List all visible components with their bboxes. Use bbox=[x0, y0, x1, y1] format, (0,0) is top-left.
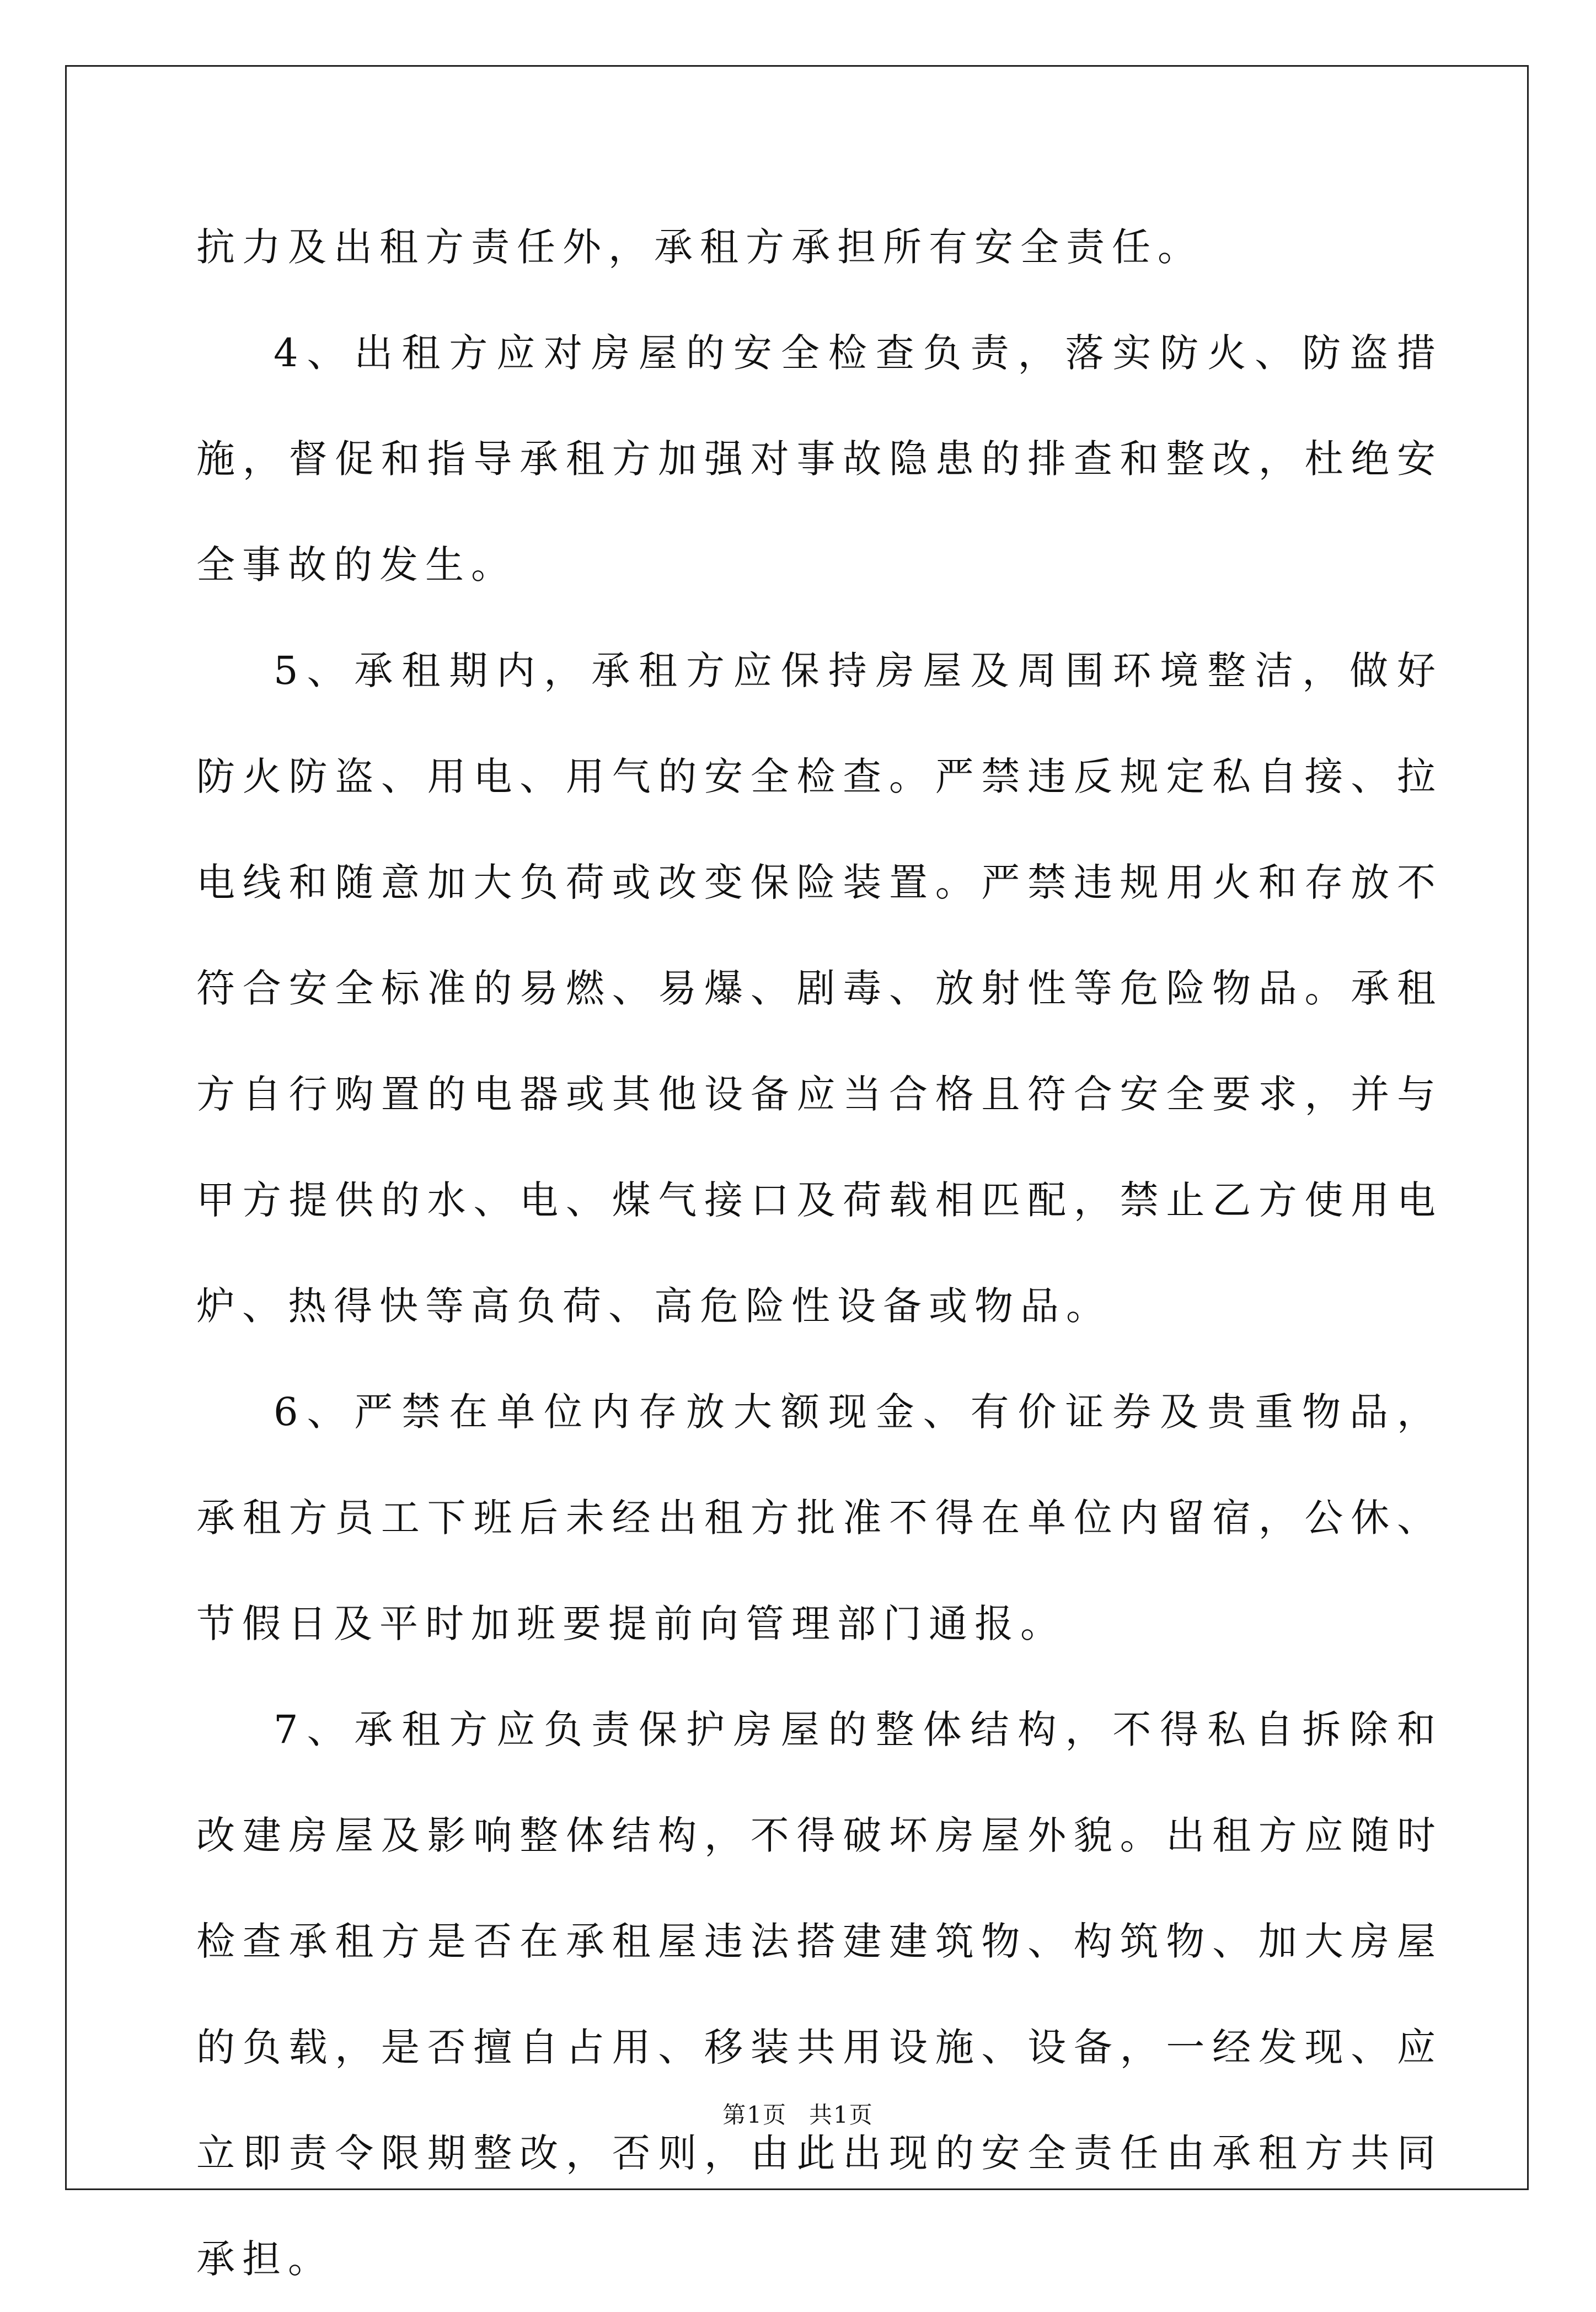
paragraph-item-4: 4、出租方应对房屋的安全检查负责，落实防火、防盗措施，督促和指导承租方加强对事故隐患的排查和整改，杜绝安全事故的发生。 bbox=[196, 330, 1443, 587]
page-number-total: 共1页 bbox=[809, 2101, 874, 2128]
page-number-current: 第1页 bbox=[722, 2101, 787, 2128]
paragraph-item-5: 5、承租期内，承租方应保持房屋及周围环境整洁，做好防火防盗、用电、用气的安全检查。严禁违反规定私自接、拉电线和随意加大负荷或改变保险装置。严禁违规用火和存放不符合安全标准的易燃、易爆、剧毒、放射性等危险物品。承租方自行购置的电器或其他设备应当合格且符合安全要求，并与甲方提供的水、电、煤气接口及荷载相匹配，禁止乙方使用电炉、热得快等高负荷、高危险性设备或物品。 bbox=[196, 648, 1443, 1329]
document-body bbox=[196, 194, 1443, 2312]
paragraph-item-6: 6、严禁在单位内存放大额现金、有价证券及贵重物品，承租方员工下班后未经出租方批准不得在单位内留宿，公休、节假日及平时加班要提前向管理部门通报。 bbox=[196, 1389, 1443, 1646]
paragraph-item-7: 7、承租方应负责保护房屋的整体结构，不得私自拆除和改建房屋及影响整体结构，不得破坏房屋外貌。出租方应随时检查承租方是否在承租屋违法搭建建筑物、构筑物、加大房屋的负载，是否擅自占用、移装共用设施、设备，一经发现、应立即责令限期整改，否则，由此出现的安全责任由承租方共同承担。 bbox=[196, 1707, 1443, 2282]
paragraph-continuation: 抗力及出租方责任外，承租方承担所有安全责任。 bbox=[196, 224, 1203, 270]
page-footer bbox=[0, 2099, 1596, 2132]
